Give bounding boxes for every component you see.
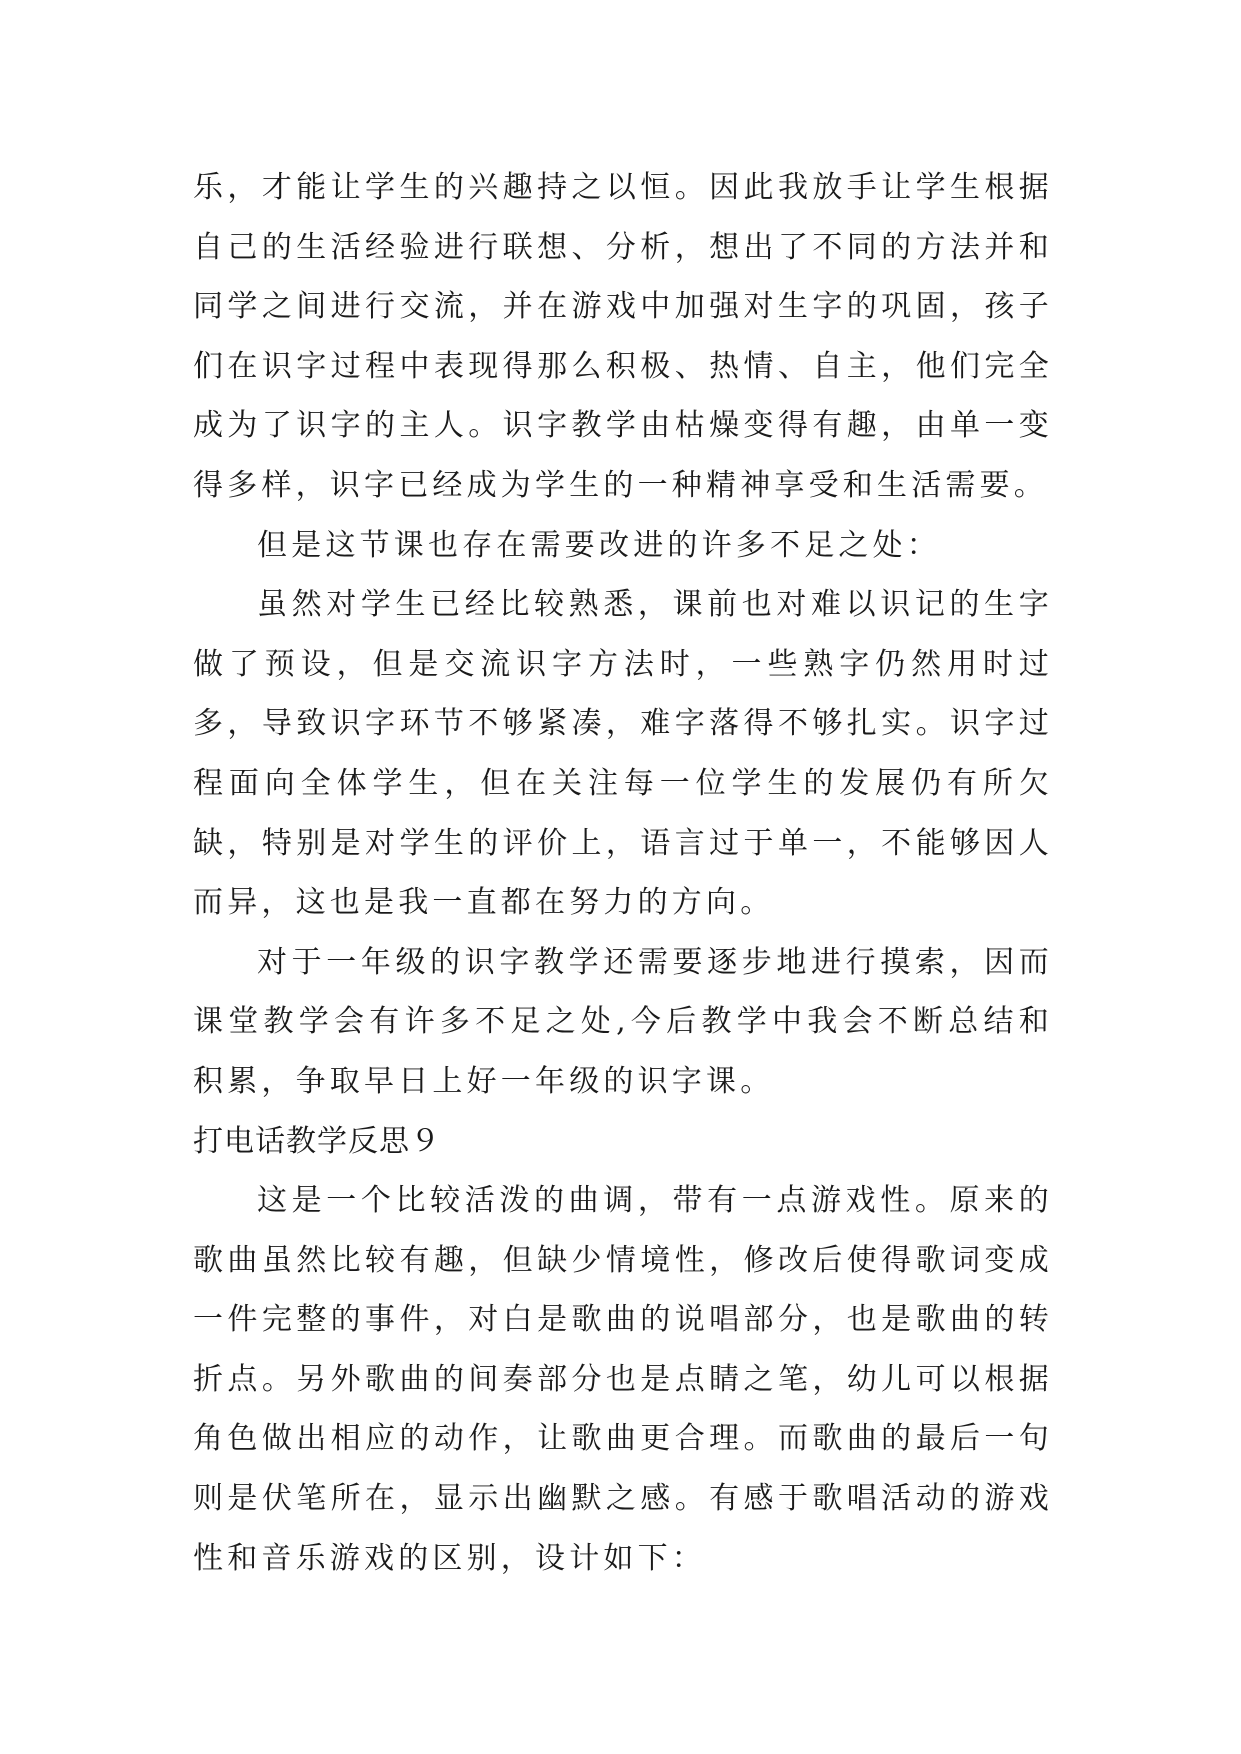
paragraph: 但是这节课也存在需要改进的许多不足之处： bbox=[257, 527, 941, 563]
paragraph-continued: 乐，才能让学生的兴趣持之以恒。因此我放手让学生根据自己的生活经验进行联想、分析，想出了不同的方法并和同学之间进行交流，并在游戏中加强对生字的巩固，孩子们在识字过程中表现得那么积极、热情、自主，他们完全成为了识字的主人。识字教学由枯燥变得有趣，由单一变得多样，识字已经成为学生的一种精神享受和生活需要。 bbox=[193, 170, 1053, 503]
paragraph: 虽然对学生已经比较熟悉，课前也对难以识记的生字做了预设，但是交流识字方法时，一些熟字仍然用时过多，导致识字环节不够紧凑，难字落得不够扎实。识字过程面向全体学生，但在关注每一位学生的发展仍有所欠缺，特别是对学生的评价上，语言过于单一，不能够因人而异，这也是我一直都在努力的方向。 bbox=[193, 587, 1053, 921]
section-heading: 打电话教学反思９ bbox=[193, 1123, 441, 1159]
document-body bbox=[193, 158, 1053, 1588]
paragraph: 对于一年级的识字教学还需要逐步地进行摸索，因而课堂教学会有许多不足之处,今后教学中我会不断总结和积累，争取早日上好一年级的识字课。 bbox=[193, 944, 1053, 1099]
paragraph: 这是一个比较活泼的曲调，带有一点游戏性。原来的歌曲虽然比较有趣，但缺少情境性，修改后使得歌词变成一件完整的事件，对白是歌曲的说唱部分，也是歌曲的转折点。另外歌曲的间奏部分也是点睛之笔，幼儿可以根据角色做出相应的动作，让歌曲更合理。而歌曲的最后一句则是伏笔所在，显示出幽默之感。有感于歌唱活动的游戏性和音乐游戏的区别，设计如下： bbox=[193, 1183, 1053, 1576]
